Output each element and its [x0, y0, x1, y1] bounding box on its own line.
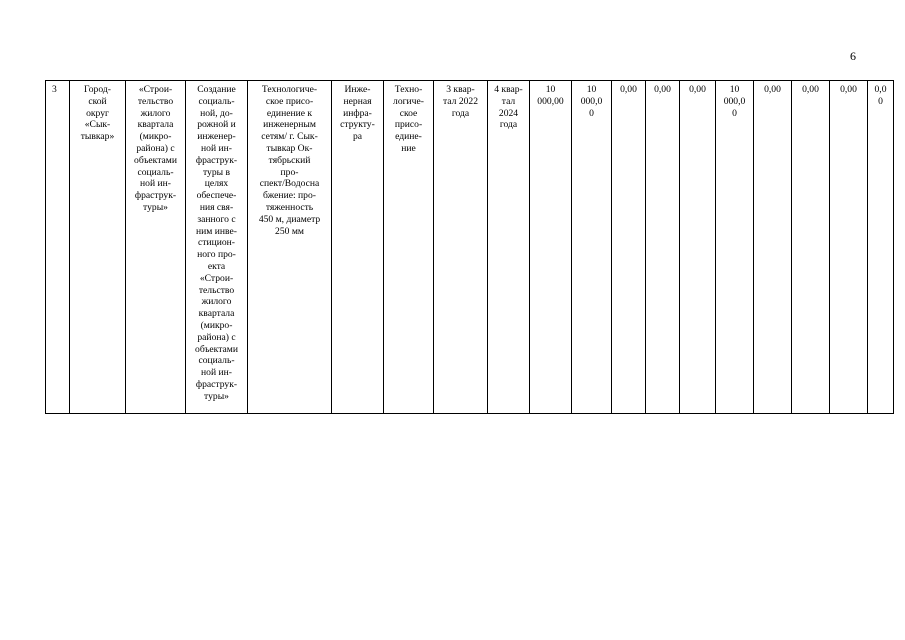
object-description-cell: Технологиче- ское присо- единение к инженерным сетям/ г. Сык- тывкар Ок- тябрьский про- спект/Водосна бжение: про- тяженность 450 м, диаметр 250 мм — [248, 81, 332, 414]
table-row — [46, 81, 894, 414]
value-cell-7: 0,00 — [754, 81, 792, 414]
value-cell-1: 10 000,00 — [530, 81, 572, 414]
value-cell-9: 0,00 — [830, 81, 868, 414]
municipality-cell: Город- ской округ «Сык- тывкар» — [70, 81, 126, 414]
value-cell-6: 10 000,0 0 — [716, 81, 754, 414]
page-number: 6 — [850, 49, 856, 63]
value-cell-3: 0,00 — [612, 81, 646, 414]
project-name-cell: «Строи- тельство жилого квартала (микро- района) с объектами социаль- ной ин- фраструк- туры» — [126, 81, 186, 414]
start-period-cell: 3 квар- тал 2022 года — [434, 81, 488, 414]
value-cell-2: 10 000,0 0 — [572, 81, 612, 414]
data-table — [45, 80, 894, 414]
value-cell-5: 0,00 — [680, 81, 716, 414]
row-number-cell: 3 — [46, 81, 70, 414]
value-cell-4: 0,00 — [646, 81, 680, 414]
measure-type-cell: Техно- логиче- ское присо- едине- ние — [384, 81, 434, 414]
end-period-cell: 4 квар- тал 2024 года — [488, 81, 530, 414]
value-cell-10: 0,0 0 — [868, 81, 894, 414]
infrastructure-type-cell: Инже- нерная инфра- структу- ра — [332, 81, 384, 414]
purpose-cell: Создание социаль- ной, до- рожной и инженер- ной ин- фраструк- туры в целях обеспече- ния свя- занного с ним инве- стицион- ного про- екта «Строи- тельство жилого квартала (микро- района) с объектами социаль- ной ин- фраструк- туры» — [186, 81, 248, 414]
value-cell-8: 0,00 — [792, 81, 830, 414]
